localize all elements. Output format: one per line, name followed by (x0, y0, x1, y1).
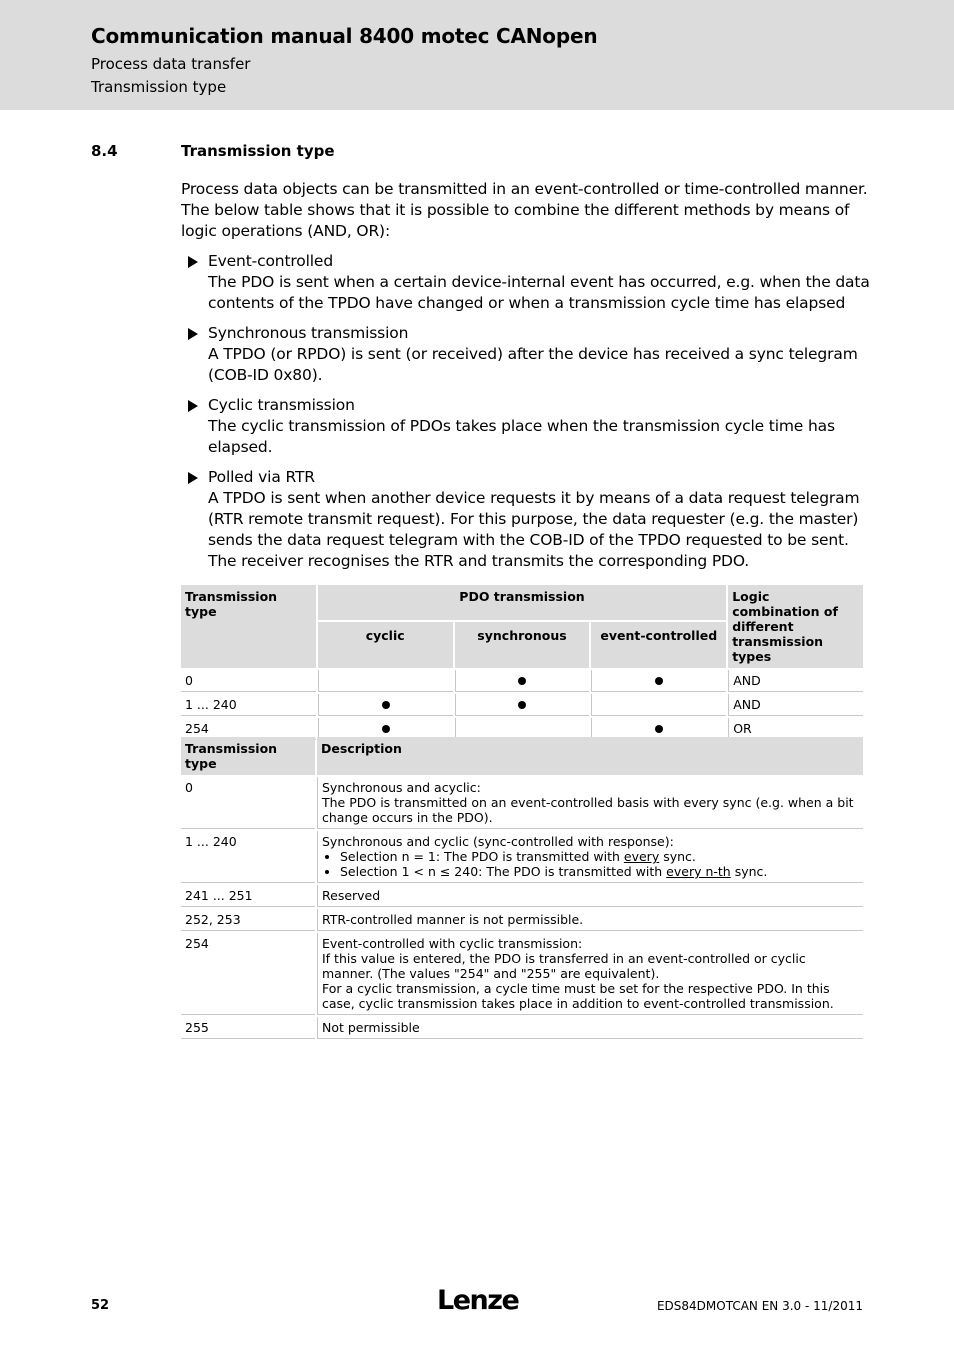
type-cell: 254 (181, 718, 316, 740)
event-cell (591, 694, 726, 716)
type-cell: 1 ... 240 (181, 694, 316, 716)
sync-cell (455, 670, 590, 692)
description-cell: Not permissible (317, 1017, 863, 1039)
description-line: For a cyclic transmission, a cycle time must be set for the respective PDO. In this case, cyclic transmission takes place in addition to event-controlled transmission. (322, 981, 834, 1011)
table-row (181, 831, 863, 883)
type-cell: 241 ... 251 (181, 885, 315, 907)
bullet-body: The cyclic transmission of PDOs takes place when the transmission cycle time has elapsed. (208, 417, 835, 456)
bullet-heading: Polled via RTR (208, 468, 315, 486)
table1-header-type: Transmission type (181, 585, 316, 668)
triangle-bullet-icon (188, 256, 198, 268)
chapter-title: Process data transfer (91, 55, 251, 73)
cyclic-cell (318, 670, 453, 692)
section-title: Transmission type (181, 142, 335, 160)
type-cell: 252, 253 (181, 909, 315, 931)
logic-cell: OR (728, 718, 863, 740)
filled-dot-icon (518, 701, 526, 709)
table1-header-pdo: PDO transmission (318, 585, 726, 620)
bullet-heading: Cyclic transmission (208, 396, 355, 414)
table1-header-logic: Logic combination of different transmission types (728, 585, 863, 668)
table-row (181, 670, 863, 692)
filled-dot-icon (655, 677, 663, 685)
description-line: Event-controlled with cyclic transmission: (322, 936, 583, 951)
triangle-bullet-icon (188, 472, 198, 484)
transmission-combination-table (179, 583, 865, 742)
bullet-item (186, 395, 876, 458)
bullet-body: A TPDO (or RPDO) is sent (or received) after the device has received a sync telegram (COB-ID 0x80). (208, 345, 858, 384)
filled-dot-icon (382, 725, 390, 733)
list-item: • Selection 1 < n ≤ 240: The PDO is transmitted with every n-th sync. (340, 864, 859, 879)
description-cell: Reserved (317, 885, 863, 907)
description-cell (317, 831, 863, 883)
intro-paragraph: Process data objects can be transmitted in an event-controlled or time-controlled manner. The below table shows that it is possible to combine the different methods by means of logic operations (AND, OR): (181, 180, 868, 240)
list-item: • Selection n = 1: The PDO is transmitted with every sync. (340, 849, 859, 864)
table-row (181, 909, 863, 931)
table1-header-cyclic: cyclic (318, 622, 453, 669)
bullet-item (186, 251, 876, 314)
type-cell: 0 (181, 777, 315, 829)
table2-header-type: Transmission type (181, 737, 315, 775)
page-number: 52 (91, 1298, 110, 1313)
document-id: EDS84DMOTCAN EN 3.0 - 11/2011 (656, 1299, 863, 1313)
bullet-list (186, 251, 876, 581)
type-cell: 1 ... 240 (181, 831, 315, 883)
page-header (0, 0, 954, 110)
type-cell: 0 (181, 670, 316, 692)
cyclic-cell (318, 694, 453, 716)
description-line: Synchronous and acyclic: (322, 780, 481, 795)
table2-header-description: Description (317, 737, 863, 775)
bullet-heading: Event-controlled (208, 252, 334, 270)
filled-dot-icon (655, 725, 663, 733)
section-number: 8.4 (91, 142, 118, 160)
filled-dot-icon (382, 701, 390, 709)
bullet-item (186, 323, 876, 386)
triangle-bullet-icon (188, 328, 198, 340)
transmission-type-description-table (179, 735, 865, 1041)
logic-cell: AND (728, 670, 863, 692)
table-row (181, 777, 863, 829)
bullet-item (186, 467, 876, 572)
bullet-body: The PDO is sent when a certain device-internal event has occurred, e.g. when the data contents of the TPDO have changed or when a transmission cycle time has elapsed (208, 273, 870, 312)
table1-header-synchronous: synchronous (455, 622, 590, 669)
selection-list (322, 849, 859, 879)
table-row (181, 1017, 863, 1039)
triangle-bullet-icon (188, 400, 198, 412)
description-line: The PDO is transmitted on an event-controlled basis with every sync (e.g. when a bit change occurs in the PDO). (322, 795, 854, 825)
event-cell (591, 670, 726, 692)
description-cell (317, 933, 863, 1015)
bullet-heading: Synchronous transmission (208, 324, 409, 342)
bullet-body: A TPDO is sent when another device requests it by means of a data request telegram (RTR remote transmit request). For this purpose, the data requester (e.g. the master) sends the data request telegram with the COB-ID of the TPDO requested to be sent. The receiver recognises the RTR and transmits the corresponding PDO. (208, 489, 860, 570)
lenze-logo: Lenze (437, 1285, 519, 1316)
description-line: If this value is entered, the PDO is transferred in an event-controlled or cyclic manner. (The values "254" and "255" are equivalent). (322, 951, 806, 981)
section-subtitle: Transmission type (91, 78, 227, 96)
filled-dot-icon (518, 677, 526, 685)
manual-title: Communication manual 8400 motec CANopen (91, 24, 598, 48)
type-cell: 254 (181, 933, 315, 1015)
table-row (181, 885, 863, 907)
table-row (181, 933, 863, 1015)
table-row (181, 694, 863, 716)
sync-cell (455, 694, 590, 716)
description-cell: RTR-controlled manner is not permissible. (317, 909, 863, 931)
logic-cell: AND (728, 694, 863, 716)
type-cell: 255 (181, 1017, 315, 1039)
table1-header-event: event-controlled (591, 622, 726, 669)
description-cell (317, 777, 863, 829)
description-line: Synchronous and cyclic (sync-controlled with response): (322, 834, 674, 849)
